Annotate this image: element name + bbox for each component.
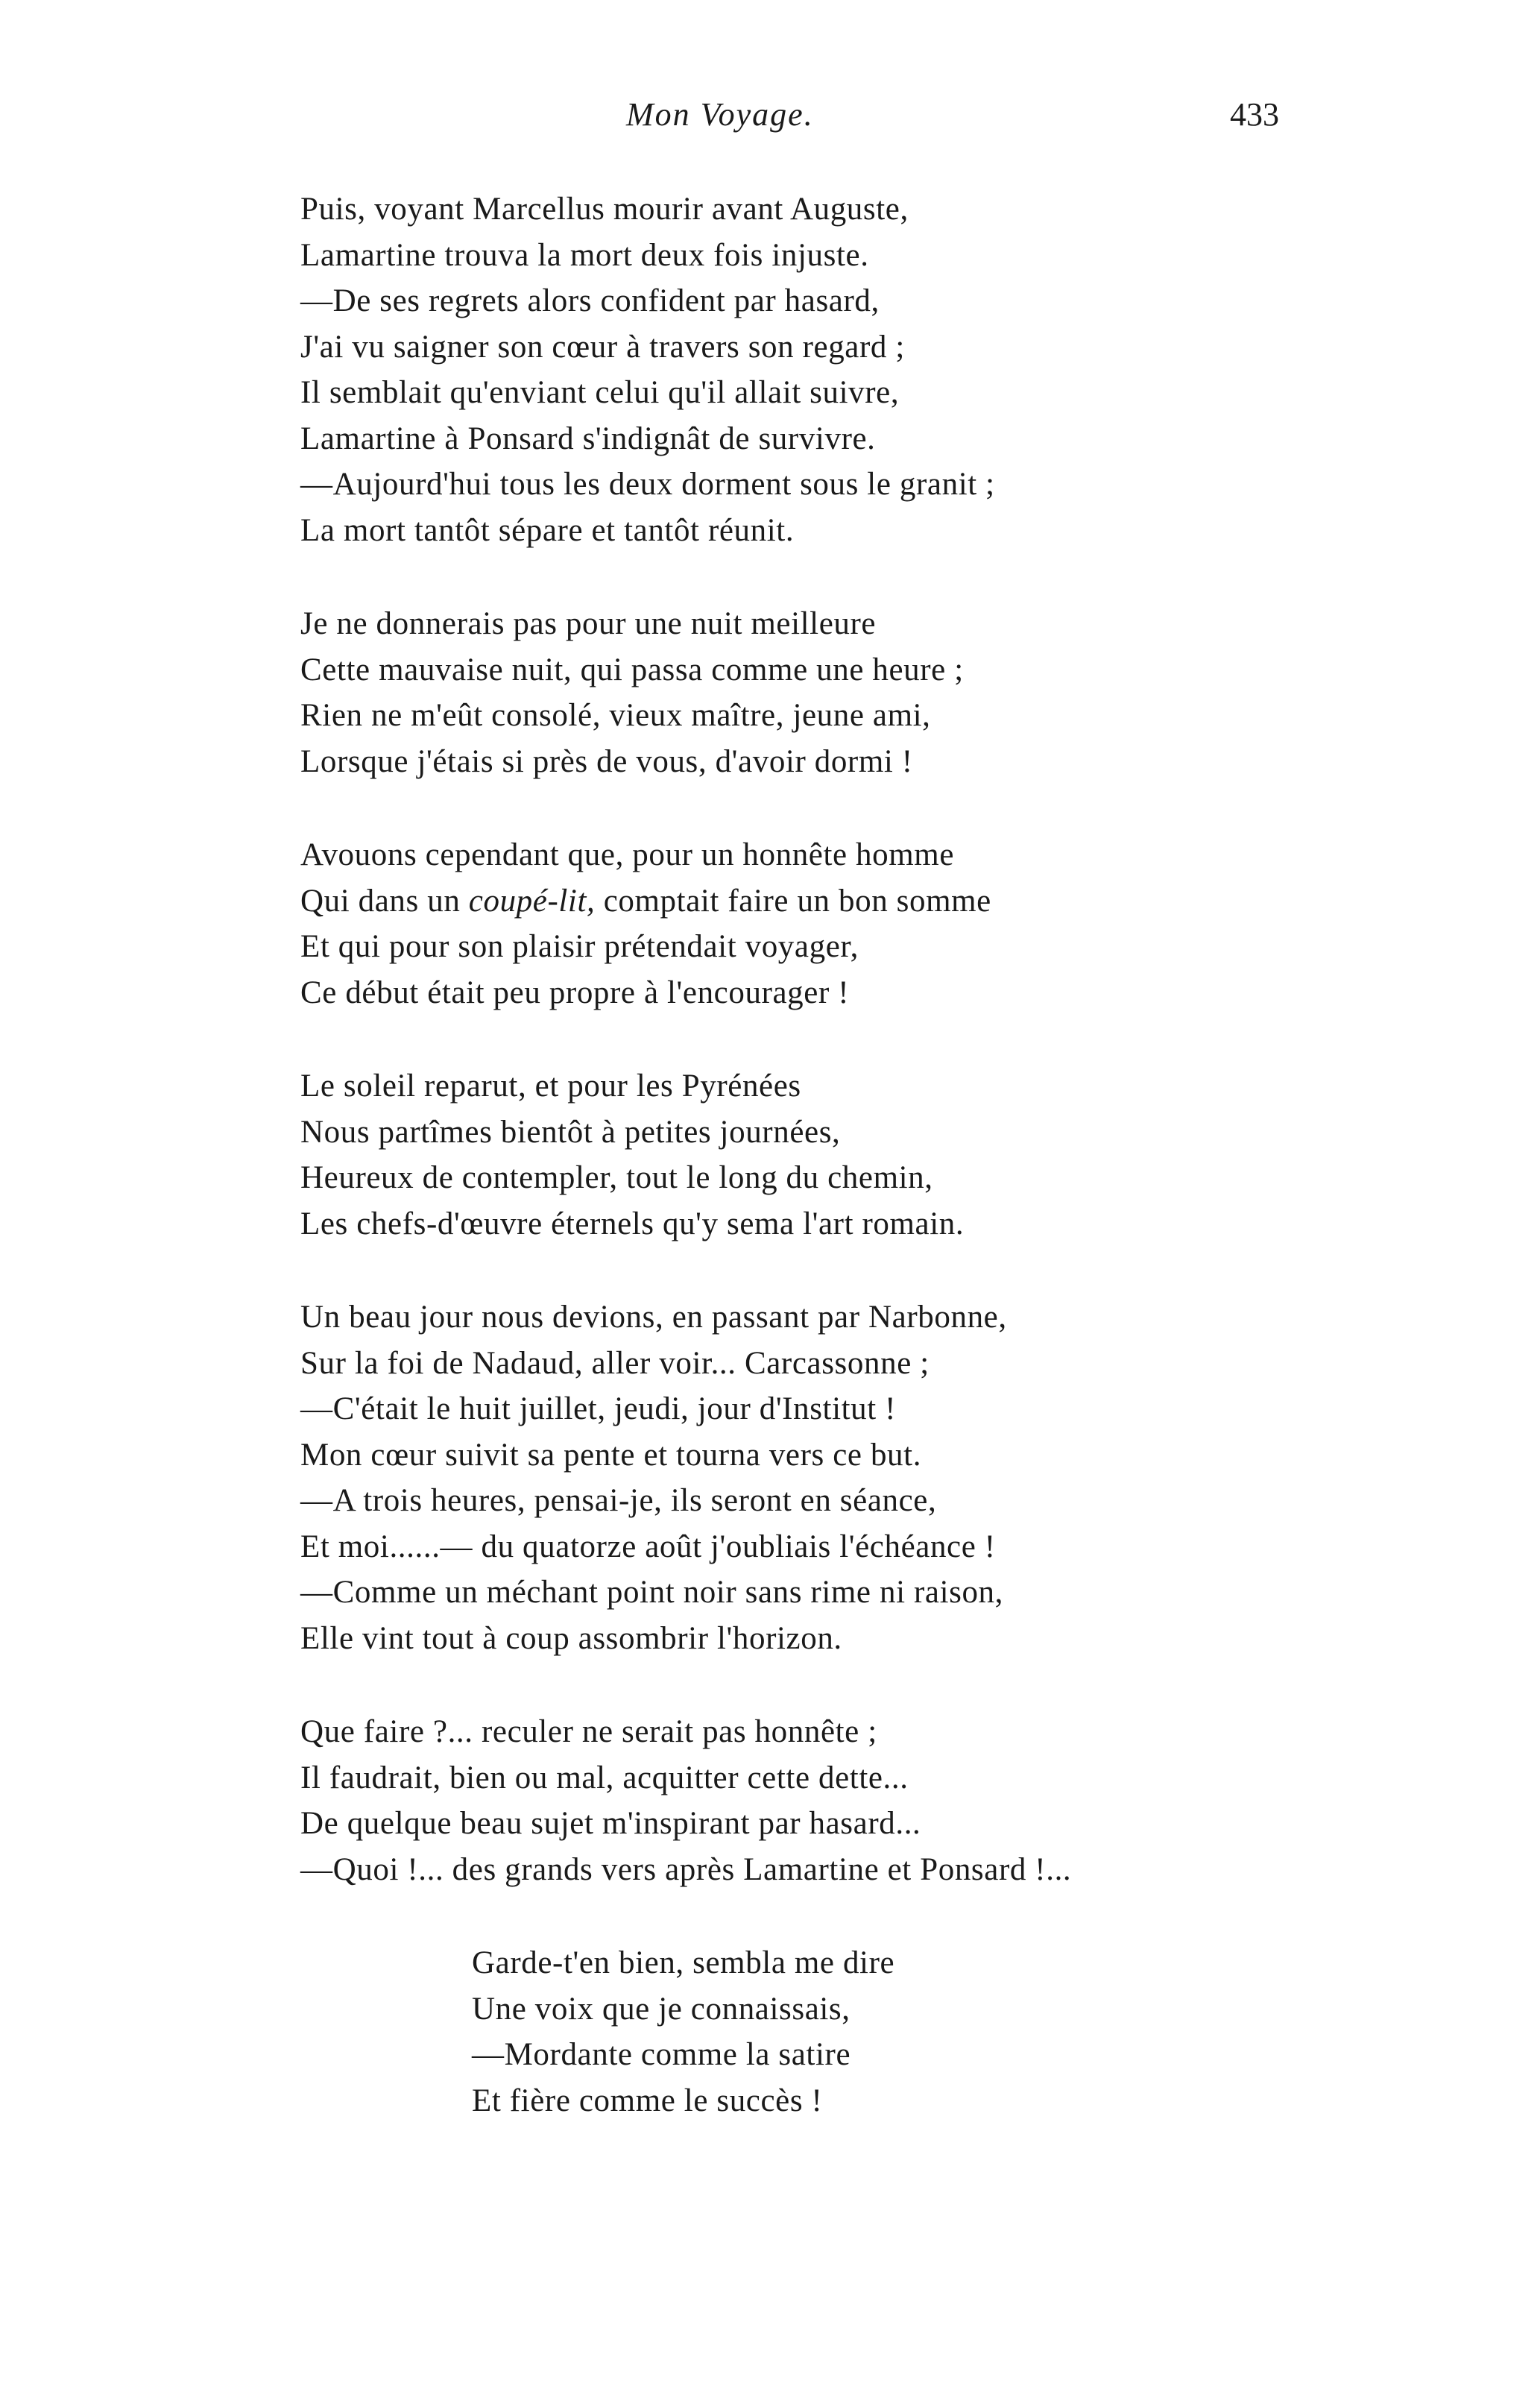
- verse-line: —A trois heures, pensai-je, ils seront en séance,: [300, 1483, 937, 1518]
- verse-line: Le soleil reparut, et pour les Pyrénées: [300, 1068, 801, 1104]
- verse-line: Un beau jour nous devions, en passant par Narbonne,: [300, 1300, 1007, 1335]
- verse-line: Les chefs-d'œuvre éternels qu'y sema l'art romain.: [300, 1206, 965, 1241]
- verse-line: Heureux de contempler, tout le long du chemin,: [300, 1160, 933, 1195]
- verse-line: Ce début était peu propre à l'encourager !: [300, 975, 850, 1010]
- verse-line: —De ses regrets alors confident par hasard,: [300, 283, 880, 318]
- verse-line: Mon cœur suivit sa pente et tourna vers ce but.: [300, 1437, 922, 1473]
- verse-line: Lorsque j'étais si près de vous, d'avoir dormi !: [300, 743, 913, 779]
- verse-line: J'ai vu saigner son cœur à travers son regard ;: [300, 329, 905, 365]
- stanza-3: [300, 832, 1344, 1016]
- verse-line: Et moi......— du quatorze août j'oubliais l'échéance !: [300, 1529, 996, 1564]
- stanza-5: [300, 1294, 1344, 1661]
- verse-line: Il semblait qu'enviant celui qu'il allait suivre,: [300, 375, 900, 410]
- running-head: [0, 95, 1540, 140]
- verse-line: Que faire ?... reculer ne serait pas honnête ;: [300, 1714, 877, 1749]
- stanza-2: [300, 601, 1344, 784]
- verse-line: Lamartine à Ponsard s'indignât de survivre.: [300, 421, 876, 456]
- verse-line: De quelque beau sujet m'inspirant par hasard...: [300, 1806, 921, 1841]
- stanza-1: [300, 186, 1344, 553]
- verse-line: Rien ne m'eût consolé, vieux maître, jeune ami,: [300, 698, 931, 733]
- verse-line: —C'était le huit juillet, jeudi, jour d'Institut !: [300, 1391, 897, 1426]
- verse-line-suffix: comptait faire un bon somme: [595, 883, 991, 919]
- page-number: 433: [1230, 96, 1279, 133]
- verse-line: La mort tantôt sépare et tantôt réunit.: [300, 512, 795, 548]
- stanza-4: [300, 1063, 1344, 1247]
- verse-line: —Aujourd'hui tous les deux dorment sous le granit ;: [300, 467, 995, 502]
- verse-line: Une voix que je connaissais,: [472, 1991, 851, 2027]
- verse-line: Nous partîmes bientôt à petites journées,: [300, 1114, 841, 1150]
- verse-line: Garde-t'en bien, sembla me dire: [472, 1945, 895, 1980]
- verse-line: Avouons cependant que, pour un honnête homme: [300, 837, 955, 872]
- verse-line: Il faudrait, bien ou mal, acquitter cette dette...: [300, 1760, 909, 1795]
- verse-line: Sur la foi de Nadaud, aller voir... Carcassonne ;: [300, 1345, 930, 1381]
- verse-line: —Quoi !... des grands vers après Lamartine et Ponsard !...: [300, 1851, 1072, 1887]
- verse-line: Puis, voyant Marcellus mourir avant Auguste,: [300, 192, 909, 227]
- verse-line: Et qui pour son plaisir prétendait voyager,: [300, 929, 859, 964]
- verse-line: Lamartine trouva la mort deux fois injuste.: [300, 237, 869, 273]
- verse-line: —Mordante comme la satire: [472, 2037, 851, 2072]
- verse-line: Je ne donnerais pas pour une nuit meilleure: [300, 606, 877, 641]
- poem-body: [300, 186, 1344, 2124]
- verse-line: Elle vint tout à coup assombrir l'horizon.: [300, 1620, 842, 1656]
- verse-line: Et fière comme le succès !: [472, 2083, 823, 2118]
- verse-line-prefix: Qui dans un: [300, 883, 469, 919]
- verse-line: Cette mauvaise nuit, qui passa comme une heure ;: [300, 652, 964, 687]
- stanza-6: [300, 1709, 1344, 1892]
- running-title: Mon Voyage.: [626, 96, 814, 133]
- italic-term: coupé-lit,: [468, 883, 596, 919]
- stanza-7: [300, 1940, 1344, 2124]
- verse-line-with-italic: [300, 878, 1344, 925]
- verse-line: —Comme un méchant point noir sans rime ni raison,: [300, 1575, 1004, 1610]
